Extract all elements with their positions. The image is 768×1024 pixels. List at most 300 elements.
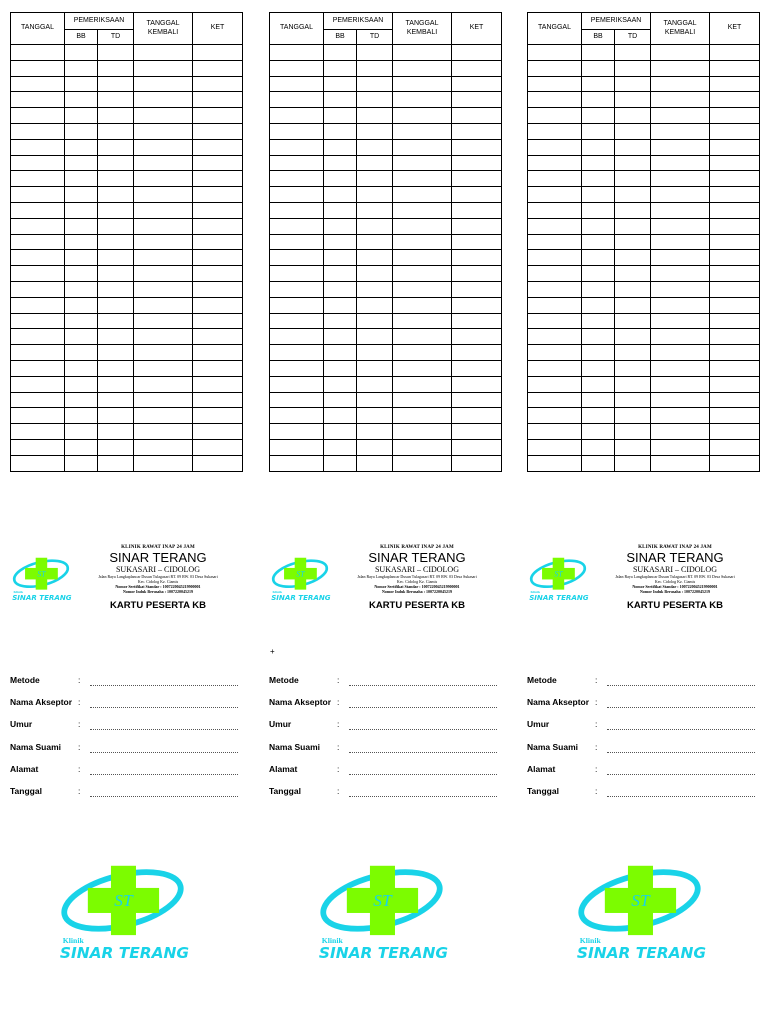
- table-cell[interactable]: [357, 45, 393, 61]
- field-metode[interactable]: [10, 675, 242, 697]
- field-umur[interactable]: [10, 719, 242, 741]
- table-cell[interactable]: [65, 376, 98, 392]
- table-cell[interactable]: [134, 439, 193, 455]
- table-cell[interactable]: [134, 408, 193, 424]
- table-cell[interactable]: [65, 360, 98, 376]
- table-cell[interactable]: [324, 155, 357, 171]
- table-cell[interactable]: [134, 250, 193, 266]
- table-cell[interactable]: [65, 45, 98, 61]
- table-cell[interactable]: [393, 392, 452, 408]
- table-cell[interactable]: [11, 218, 65, 234]
- table-cell[interactable]: [615, 313, 651, 329]
- table-cell[interactable]: [357, 60, 393, 76]
- table-cell[interactable]: [452, 408, 502, 424]
- table-cell[interactable]: [270, 171, 324, 187]
- field-blank-line[interactable]: [90, 685, 238, 686]
- field-blank-line[interactable]: [607, 774, 755, 775]
- field-blank-line[interactable]: [349, 752, 497, 753]
- table-cell[interactable]: [65, 250, 98, 266]
- table-cell[interactable]: [528, 218, 582, 234]
- table-cell[interactable]: [193, 360, 243, 376]
- table-cell[interactable]: [324, 360, 357, 376]
- table-cell[interactable]: [98, 45, 134, 61]
- table-cell[interactable]: [615, 92, 651, 108]
- table-cell[interactable]: [615, 455, 651, 471]
- table-cell[interactable]: [452, 376, 502, 392]
- table-cell[interactable]: [134, 297, 193, 313]
- table-cell[interactable]: [65, 123, 98, 139]
- table-cell[interactable]: [193, 171, 243, 187]
- table-cell[interactable]: [65, 281, 98, 297]
- table-cell[interactable]: [452, 108, 502, 124]
- table-cell[interactable]: [98, 187, 134, 203]
- table-cell[interactable]: [324, 455, 357, 471]
- table-cell[interactable]: [324, 60, 357, 76]
- field-blank-line[interactable]: [90, 796, 238, 797]
- table-cell[interactable]: [651, 376, 710, 392]
- table-cell[interactable]: [582, 218, 615, 234]
- table-cell[interactable]: [528, 392, 582, 408]
- table-cell[interactable]: [615, 171, 651, 187]
- table-cell[interactable]: [65, 297, 98, 313]
- table-cell[interactable]: [193, 281, 243, 297]
- table-cell[interactable]: [324, 281, 357, 297]
- table-cell[interactable]: [357, 155, 393, 171]
- table-cell[interactable]: [193, 439, 243, 455]
- table-cell[interactable]: [615, 360, 651, 376]
- table-cell[interactable]: [65, 139, 98, 155]
- table-cell[interactable]: [393, 250, 452, 266]
- table-cell[interactable]: [98, 376, 134, 392]
- table-cell[interactable]: [134, 139, 193, 155]
- table-cell[interactable]: [582, 92, 615, 108]
- table-cell[interactable]: [452, 424, 502, 440]
- table-cell[interactable]: [134, 455, 193, 471]
- table-cell[interactable]: [270, 329, 324, 345]
- table-cell[interactable]: [357, 392, 393, 408]
- field-umur[interactable]: [269, 719, 501, 741]
- table-cell[interactable]: [324, 250, 357, 266]
- table-cell[interactable]: [357, 455, 393, 471]
- table-cell[interactable]: [651, 76, 710, 92]
- table-cell[interactable]: [193, 202, 243, 218]
- table-cell[interactable]: [324, 266, 357, 282]
- table-cell[interactable]: [134, 392, 193, 408]
- table-cell[interactable]: [528, 123, 582, 139]
- table-cell[interactable]: [651, 171, 710, 187]
- table-cell[interactable]: [528, 424, 582, 440]
- table-cell[interactable]: [651, 250, 710, 266]
- table-cell[interactable]: [357, 408, 393, 424]
- table-cell[interactable]: [452, 139, 502, 155]
- table-cell[interactable]: [324, 202, 357, 218]
- table-cell[interactable]: [65, 76, 98, 92]
- table-cell[interactable]: [134, 424, 193, 440]
- table-cell[interactable]: [98, 76, 134, 92]
- table-cell[interactable]: [324, 76, 357, 92]
- table-cell[interactable]: [65, 60, 98, 76]
- table-cell[interactable]: [65, 345, 98, 361]
- table-cell[interactable]: [710, 281, 760, 297]
- field-metode[interactable]: [527, 675, 759, 697]
- table-cell[interactable]: [710, 424, 760, 440]
- table-cell[interactable]: [393, 171, 452, 187]
- table-cell[interactable]: [65, 439, 98, 455]
- table-cell[interactable]: [615, 266, 651, 282]
- table-cell[interactable]: [582, 202, 615, 218]
- table-cell[interactable]: [528, 108, 582, 124]
- table-cell[interactable]: [528, 250, 582, 266]
- table-cell[interactable]: [357, 234, 393, 250]
- table-cell[interactable]: [710, 202, 760, 218]
- table-cell[interactable]: [324, 408, 357, 424]
- table-cell[interactable]: [393, 45, 452, 61]
- table-cell[interactable]: [582, 187, 615, 203]
- table-cell[interactable]: [193, 139, 243, 155]
- table-cell[interactable]: [98, 266, 134, 282]
- table-cell[interactable]: [11, 313, 65, 329]
- table-cell[interactable]: [324, 92, 357, 108]
- table-cell[interactable]: [134, 360, 193, 376]
- table-cell[interactable]: [528, 313, 582, 329]
- table-cell[interactable]: [65, 92, 98, 108]
- table-cell[interactable]: [393, 439, 452, 455]
- table-cell[interactable]: [710, 408, 760, 424]
- table-cell[interactable]: [65, 455, 98, 471]
- table-cell[interactable]: [193, 218, 243, 234]
- table-cell[interactable]: [134, 45, 193, 61]
- table-cell[interactable]: [193, 408, 243, 424]
- table-cell[interactable]: [528, 408, 582, 424]
- table-cell[interactable]: [651, 329, 710, 345]
- table-cell[interactable]: [615, 424, 651, 440]
- table-cell[interactable]: [11, 345, 65, 361]
- table-cell[interactable]: [98, 360, 134, 376]
- table-cell[interactable]: [357, 281, 393, 297]
- table-cell[interactable]: [11, 123, 65, 139]
- table-cell[interactable]: [65, 408, 98, 424]
- table-cell[interactable]: [615, 76, 651, 92]
- table-cell[interactable]: [65, 266, 98, 282]
- table-cell[interactable]: [357, 218, 393, 234]
- table-cell[interactable]: [11, 297, 65, 313]
- table-cell[interactable]: [528, 202, 582, 218]
- table-cell[interactable]: [193, 297, 243, 313]
- table-cell[interactable]: [528, 92, 582, 108]
- table-cell[interactable]: [528, 297, 582, 313]
- table-cell[interactable]: [615, 60, 651, 76]
- table-cell[interactable]: [582, 250, 615, 266]
- table-cell[interactable]: [615, 408, 651, 424]
- table-cell[interactable]: [710, 60, 760, 76]
- table-cell[interactable]: [582, 360, 615, 376]
- table-cell[interactable]: [324, 392, 357, 408]
- field-blank-line[interactable]: [607, 796, 755, 797]
- table-cell[interactable]: [528, 281, 582, 297]
- table-cell[interactable]: [615, 234, 651, 250]
- table-cell[interactable]: [193, 155, 243, 171]
- table-cell[interactable]: [193, 250, 243, 266]
- table-cell[interactable]: [98, 92, 134, 108]
- table-cell[interactable]: [452, 281, 502, 297]
- field-alamat[interactable]: [10, 764, 242, 786]
- table-cell[interactable]: [357, 76, 393, 92]
- table-cell[interactable]: [710, 439, 760, 455]
- table-cell[interactable]: [193, 455, 243, 471]
- table-cell[interactable]: [98, 329, 134, 345]
- table-cell[interactable]: [270, 424, 324, 440]
- table-cell[interactable]: [11, 60, 65, 76]
- table-cell[interactable]: [710, 329, 760, 345]
- field-blank-line[interactable]: [607, 752, 755, 753]
- table-cell[interactable]: [193, 108, 243, 124]
- table-cell[interactable]: [357, 439, 393, 455]
- table-cell[interactable]: [582, 329, 615, 345]
- table-cell[interactable]: [270, 60, 324, 76]
- table-cell[interactable]: [357, 171, 393, 187]
- table-cell[interactable]: [528, 329, 582, 345]
- table-cell[interactable]: [528, 171, 582, 187]
- table-cell[interactable]: [270, 281, 324, 297]
- table-cell[interactable]: [651, 155, 710, 171]
- table-cell[interactable]: [98, 281, 134, 297]
- table-cell[interactable]: [452, 202, 502, 218]
- table-cell[interactable]: [11, 45, 65, 61]
- table-cell[interactable]: [270, 455, 324, 471]
- table-cell[interactable]: [270, 234, 324, 250]
- field-tanggal[interactable]: [527, 786, 759, 808]
- table-cell[interactable]: [11, 439, 65, 455]
- table-cell[interactable]: [357, 92, 393, 108]
- table-cell[interactable]: [11, 281, 65, 297]
- table-cell[interactable]: [651, 297, 710, 313]
- table-cell[interactable]: [710, 345, 760, 361]
- table-cell[interactable]: [452, 45, 502, 61]
- table-cell[interactable]: [528, 187, 582, 203]
- table-cell[interactable]: [324, 45, 357, 61]
- table-cell[interactable]: [582, 297, 615, 313]
- table-cell[interactable]: [393, 297, 452, 313]
- table-cell[interactable]: [270, 250, 324, 266]
- table-cell[interactable]: [582, 76, 615, 92]
- table-cell[interactable]: [11, 108, 65, 124]
- table-cell[interactable]: [11, 360, 65, 376]
- table-cell[interactable]: [710, 218, 760, 234]
- table-cell[interactable]: [393, 360, 452, 376]
- table-cell[interactable]: [651, 202, 710, 218]
- table-cell[interactable]: [134, 108, 193, 124]
- table-cell[interactable]: [710, 108, 760, 124]
- table-cell[interactable]: [324, 234, 357, 250]
- table-cell[interactable]: [98, 439, 134, 455]
- table-cell[interactable]: [270, 297, 324, 313]
- table-cell[interactable]: [193, 266, 243, 282]
- table-cell[interactable]: [193, 313, 243, 329]
- field-blank-line[interactable]: [349, 729, 497, 730]
- table-cell[interactable]: [651, 345, 710, 361]
- table-cell[interactable]: [615, 439, 651, 455]
- table-cell[interactable]: [528, 234, 582, 250]
- table-cell[interactable]: [193, 123, 243, 139]
- table-cell[interactable]: [357, 360, 393, 376]
- table-cell[interactable]: [134, 234, 193, 250]
- table-cell[interactable]: [270, 123, 324, 139]
- table-cell[interactable]: [651, 139, 710, 155]
- field-blank-line[interactable]: [90, 707, 238, 708]
- table-cell[interactable]: [393, 266, 452, 282]
- table-cell[interactable]: [324, 171, 357, 187]
- table-cell[interactable]: [651, 234, 710, 250]
- table-cell[interactable]: [452, 329, 502, 345]
- table-cell[interactable]: [11, 266, 65, 282]
- table-cell[interactable]: [582, 424, 615, 440]
- table-cell[interactable]: [651, 392, 710, 408]
- table-cell[interactable]: [582, 439, 615, 455]
- field-blank-line[interactable]: [349, 774, 497, 775]
- table-cell[interactable]: [134, 123, 193, 139]
- field-alamat[interactable]: [269, 764, 501, 786]
- table-cell[interactable]: [270, 345, 324, 361]
- table-cell[interactable]: [615, 392, 651, 408]
- table-cell[interactable]: [582, 281, 615, 297]
- table-cell[interactable]: [452, 187, 502, 203]
- table-cell[interactable]: [193, 376, 243, 392]
- table-cell[interactable]: [452, 439, 502, 455]
- table-cell[interactable]: [528, 455, 582, 471]
- table-cell[interactable]: [357, 329, 393, 345]
- table-cell[interactable]: [98, 455, 134, 471]
- table-cell[interactable]: [710, 392, 760, 408]
- table-cell[interactable]: [357, 266, 393, 282]
- table-cell[interactable]: [193, 60, 243, 76]
- table-cell[interactable]: [710, 187, 760, 203]
- table-cell[interactable]: [615, 123, 651, 139]
- table-cell[interactable]: [98, 313, 134, 329]
- table-cell[interactable]: [270, 376, 324, 392]
- table-cell[interactable]: [651, 187, 710, 203]
- table-cell[interactable]: [98, 234, 134, 250]
- field-blank-line[interactable]: [90, 774, 238, 775]
- table-cell[interactable]: [582, 155, 615, 171]
- table-cell[interactable]: [65, 108, 98, 124]
- table-cell[interactable]: [98, 297, 134, 313]
- field-blank-line[interactable]: [607, 729, 755, 730]
- table-cell[interactable]: [651, 281, 710, 297]
- table-cell[interactable]: [651, 123, 710, 139]
- table-cell[interactable]: [582, 123, 615, 139]
- table-cell[interactable]: [193, 76, 243, 92]
- table-cell[interactable]: [357, 313, 393, 329]
- table-cell[interactable]: [582, 392, 615, 408]
- table-cell[interactable]: [65, 234, 98, 250]
- table-cell[interactable]: [615, 155, 651, 171]
- table-cell[interactable]: [270, 108, 324, 124]
- table-cell[interactable]: [452, 60, 502, 76]
- table-cell[interactable]: [452, 266, 502, 282]
- field-blank-line[interactable]: [90, 752, 238, 753]
- table-cell[interactable]: [357, 202, 393, 218]
- table-cell[interactable]: [710, 234, 760, 250]
- table-cell[interactable]: [324, 218, 357, 234]
- field-blank-line[interactable]: [349, 707, 497, 708]
- table-cell[interactable]: [393, 123, 452, 139]
- field-blank-line[interactable]: [607, 685, 755, 686]
- table-cell[interactable]: [615, 376, 651, 392]
- table-cell[interactable]: [270, 218, 324, 234]
- table-cell[interactable]: [11, 376, 65, 392]
- table-cell[interactable]: [710, 266, 760, 282]
- table-cell[interactable]: [452, 345, 502, 361]
- table-cell[interactable]: [270, 92, 324, 108]
- table-cell[interactable]: [651, 439, 710, 455]
- table-cell[interactable]: [98, 155, 134, 171]
- table-cell[interactable]: [11, 455, 65, 471]
- table-cell[interactable]: [710, 45, 760, 61]
- table-cell[interactable]: [452, 123, 502, 139]
- table-cell[interactable]: [134, 266, 193, 282]
- table-cell[interactable]: [528, 76, 582, 92]
- table-cell[interactable]: [393, 92, 452, 108]
- table-cell[interactable]: [270, 155, 324, 171]
- table-cell[interactable]: [393, 76, 452, 92]
- table-cell[interactable]: [324, 329, 357, 345]
- table-cell[interactable]: [134, 92, 193, 108]
- table-cell[interactable]: [11, 234, 65, 250]
- table-cell[interactable]: [193, 187, 243, 203]
- table-cell[interactable]: [393, 218, 452, 234]
- field-blank-line[interactable]: [607, 707, 755, 708]
- table-cell[interactable]: [582, 234, 615, 250]
- table-cell[interactable]: [393, 376, 452, 392]
- table-cell[interactable]: [528, 360, 582, 376]
- field-nama-akseptor[interactable]: [527, 697, 759, 719]
- table-cell[interactable]: [11, 76, 65, 92]
- table-cell[interactable]: [98, 218, 134, 234]
- table-cell[interactable]: [98, 202, 134, 218]
- field-tanggal[interactable]: [269, 786, 501, 808]
- table-cell[interactable]: [98, 250, 134, 266]
- table-cell[interactable]: [710, 155, 760, 171]
- field-nama-akseptor[interactable]: [10, 697, 242, 719]
- table-cell[interactable]: [11, 92, 65, 108]
- table-cell[interactable]: [193, 392, 243, 408]
- table-cell[interactable]: [452, 92, 502, 108]
- table-cell[interactable]: [324, 139, 357, 155]
- table-cell[interactable]: [393, 155, 452, 171]
- table-cell[interactable]: [324, 424, 357, 440]
- table-cell[interactable]: [98, 345, 134, 361]
- table-cell[interactable]: [357, 139, 393, 155]
- table-cell[interactable]: [393, 187, 452, 203]
- table-cell[interactable]: [270, 439, 324, 455]
- table-cell[interactable]: [615, 139, 651, 155]
- table-cell[interactable]: [452, 171, 502, 187]
- table-cell[interactable]: [452, 392, 502, 408]
- table-cell[interactable]: [615, 281, 651, 297]
- table-cell[interactable]: [393, 424, 452, 440]
- table-cell[interactable]: [528, 439, 582, 455]
- table-cell[interactable]: [651, 45, 710, 61]
- table-cell[interactable]: [65, 187, 98, 203]
- table-cell[interactable]: [65, 218, 98, 234]
- table-cell[interactable]: [98, 123, 134, 139]
- table-cell[interactable]: [357, 108, 393, 124]
- table-cell[interactable]: [615, 202, 651, 218]
- table-cell[interactable]: [65, 392, 98, 408]
- table-cell[interactable]: [270, 45, 324, 61]
- table-cell[interactable]: [134, 313, 193, 329]
- table-cell[interactable]: [452, 313, 502, 329]
